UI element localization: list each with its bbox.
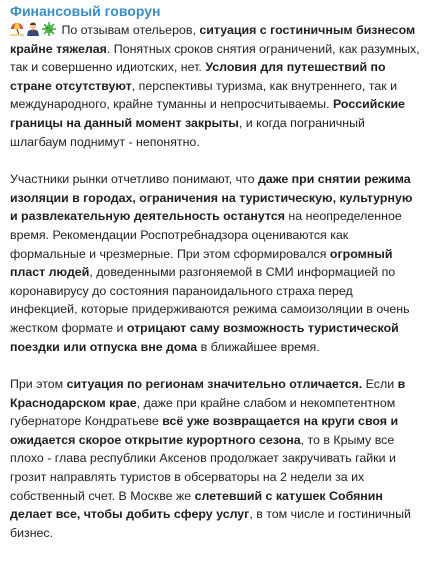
channel-name[interactable]: Финансовый говорун xyxy=(10,3,161,19)
bold-text: слетевший с катушек Собянин делает все, чтобы добить сферу услуг xyxy=(10,488,383,522)
text-segment: При этом xyxy=(10,377,67,392)
text-segment: , даже при крайне слабом и некомпетентном губернаторе Кондратьеве xyxy=(10,395,396,429)
bold-text: даже при снятии режима изоляции в городах, ограничения на туристическую, культурную и развлекательную деятельность останутся xyxy=(10,172,413,224)
text-segment: , то в Крыму все плохо - глава республики Аксенов продолжает закручивать гайки и грозит направлять туристов в обсерваторы на 2 недели за их собственный счет. В Москве же xyxy=(10,432,396,503)
bold-text: в Краснодарском крае xyxy=(10,377,406,410)
bold-text: огромный пласт людей xyxy=(10,246,393,280)
text-segment: По отзывам отельеров, xyxy=(61,23,200,37)
text-segment: , перспективы туризма, как внутреннего, так и международного, крайне туманны и непросчитываемы. xyxy=(10,78,398,112)
paragraph-2 xyxy=(10,170,420,356)
text-segment: в ближайшее время. xyxy=(197,339,320,354)
text-segment: , доведенными разгоняемой в СМИ информацией по коронавирусу до состояния параноидального страха перед инфекцией, которые придерживаются режима самоизоляции в очень жестком формате и xyxy=(10,265,410,335)
paragraph-1 xyxy=(10,21,420,151)
text-segment: Если xyxy=(362,377,398,392)
paragraph-gap xyxy=(10,151,420,170)
bold-text: Условия для путешествий по стране отсутствуют xyxy=(10,60,386,93)
man-in-suit-icon xyxy=(26,22,40,36)
text-segment: , и когда пограничный шлагбаум поднимут - непонятно. xyxy=(10,115,365,149)
text-segment: Участники рынки отчетливо понимают, что xyxy=(10,172,258,187)
text-segment: на неопределенное время. Рекомендации Роспотребнадзора оцениваются как формальные и чрезмерные. При этом сформировался xyxy=(10,209,402,261)
bold-text: ситуация с гостиничным бизнесом крайне тяжелая xyxy=(10,23,416,56)
paragraph-3 xyxy=(10,375,420,542)
bold-text: всё уже возвращается на круги своя и ожидается скорое открытие курортного сезона xyxy=(10,414,399,447)
bold-text: ситуация по регионам значительно отличается. xyxy=(66,377,363,392)
bold-text: Российские границы на данный момент закрыты xyxy=(10,97,405,130)
paragraph-gap xyxy=(10,356,420,375)
bold-text: отрицают саму возможность туристической поездки или отпуска вне дома xyxy=(10,320,399,354)
microbe-icon xyxy=(42,22,56,36)
text-segment: , в том числе и гостиничный бизнес. xyxy=(10,507,411,540)
text-segment: . Понятных сроков снятия ограничений, как разумных, так и совершенно идиотских, нет. xyxy=(10,41,420,75)
umbrella-beach-icon xyxy=(10,22,24,36)
